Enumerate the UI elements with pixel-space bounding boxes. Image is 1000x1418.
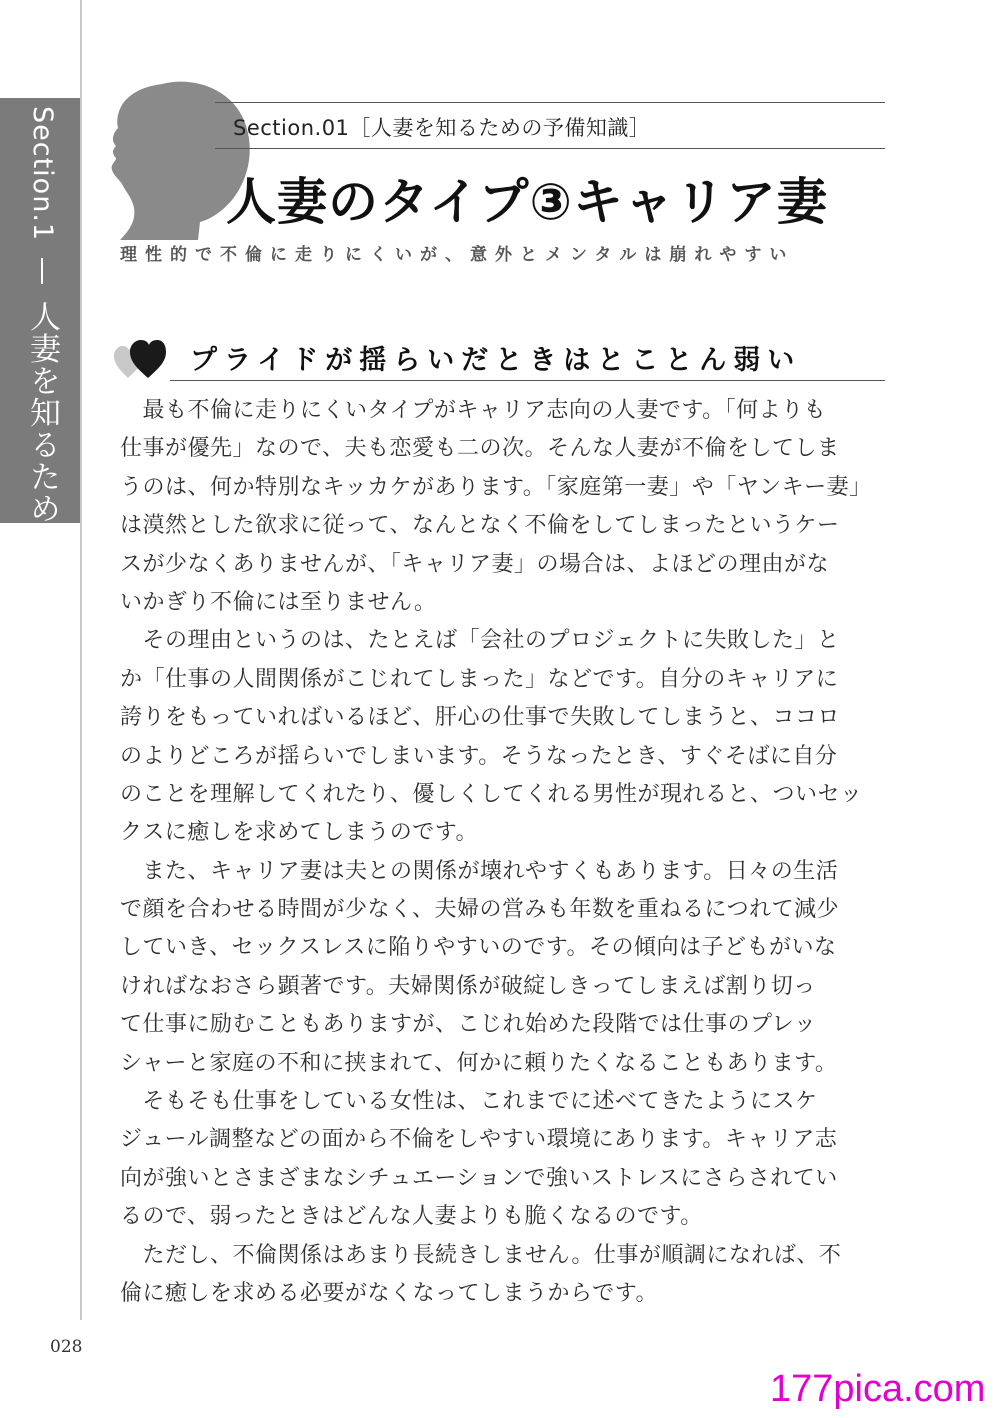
side-tab-section: Section.1 [27, 106, 58, 242]
body-line: ただし、不倫関係はあまり長続きしません。仕事が順調になれば、不 [120, 1242, 842, 1268]
body-line: 向が強いとさまざまなシチュエーションで強いストレスにさらされてい [120, 1165, 838, 1191]
header-rule-middle [215, 148, 885, 149]
body-line: ジュール調整などの面から不倫をしやすい環境にあります。キャリア志 [120, 1127, 838, 1153]
side-tab-separator [41, 258, 43, 284]
subheading: プライドが揺らいだときはとことん弱い [190, 345, 802, 376]
body-line: していき、セックスレスに陥りやすいのです。その傾向は子どもがいな [120, 935, 837, 961]
body-line: 誇りをもっていればいるほど、肝心の仕事で失敗してしまうと、ココロ [120, 705, 841, 731]
watermark: 177pica.com [770, 1368, 986, 1410]
body-line: また、キャリア妻は夫との関係が壊れやすくもあります。日々の生活 [120, 858, 839, 884]
margin-rule [80, 0, 82, 1320]
body-line: シャーと家庭の不和に挟まれて、何かに頼りたくなることもあります。 [120, 1050, 838, 1076]
section-kicker: Section.01［人妻を知るための予備知識］ [233, 116, 651, 140]
body-line: クスに癒しを求めてしまうのです。 [120, 820, 479, 846]
body-line: ければなおさら顕著です。夫婦関係が破綻しきってしまえば割り切っ [120, 973, 816, 999]
body-line: うのは、何か特別なキッカケがあります。「家庭第一妻」や「ヤンキー妻」 [120, 474, 872, 500]
body-line: は漠然とした欲求に従って、なんとなく不倫をしてしまったというケー [120, 513, 840, 539]
page-subtitle: 理性的で不倫に走りにくいが、意外とメンタルは崩れやすい [120, 245, 795, 265]
section-side-tab [0, 98, 80, 685]
body-line: で顔を合わせる時間が少なく、夫婦の営みも年数を重ねるにつれて減少 [120, 897, 840, 923]
page-number: 028 [50, 1337, 83, 1357]
subheading-rule [170, 380, 885, 381]
body-line: るので、弱ったときはどんな人妻よりも脆くなるのです。 [120, 1204, 703, 1230]
body-line: て仕事に励むこともありますが、こじれ始めた段階では仕事のプレッ [120, 1012, 817, 1038]
body-line: 倫に癒しを求める必要がなくなってしまうからです。 [120, 1280, 659, 1306]
body-text [120, 392, 890, 1313]
body-line: スが少なくありませんが、「キャリア妻」の場合は、よほどの理由がな [120, 551, 830, 577]
body-line: か「仕事の人間関係がこじれてしまった」などです。自分のキャリアに [120, 666, 839, 692]
hearts-icon [114, 338, 166, 380]
body-line: いかぎり不倫には至りません。 [120, 589, 437, 615]
side-tab-label: 人妻を知るための予備知識 [24, 300, 60, 685]
body-line: のよりどころが揺らいでしまいます。そうなったとき、すぐそばに自分 [120, 743, 838, 769]
page-title: 人妻のタイプ③キャリア妻 [226, 173, 828, 231]
body-line: 仕事が優先」なので、夫も恋愛も二の次。そんな人妻が不倫をしてしま [120, 436, 840, 462]
body-line: そもそも仕事をしている女性は、これまでに述べてきたようにスケ [120, 1089, 818, 1115]
header-rule-top [215, 102, 885, 103]
body-line: その理由というのは、たとえば「会社のプロジェクトに失敗した」と [120, 628, 840, 654]
body-line: のことを理解してくれたり、優しくしてくれる男性が現れると、ついセッ [120, 781, 863, 807]
body-line: 最も不倫に走りにくいタイプがキャリア志向の人妻です。「何よりも [120, 398, 827, 423]
